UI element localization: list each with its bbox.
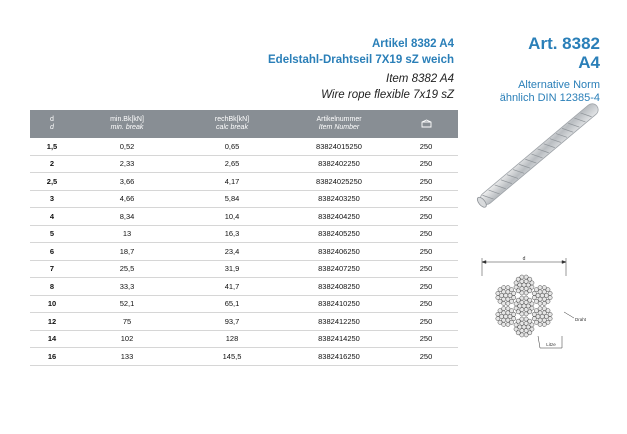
table-row xyxy=(30,295,458,313)
table-row xyxy=(30,208,458,226)
wire-circle xyxy=(502,290,506,294)
article-block xyxy=(472,34,600,105)
wire-rope-image xyxy=(470,100,605,212)
title-block xyxy=(240,36,454,103)
table-row xyxy=(30,313,458,331)
wire-circle xyxy=(524,291,528,295)
cell-package-qty: 250 xyxy=(394,348,458,366)
wire-circle xyxy=(542,318,546,322)
wire-circle xyxy=(524,329,528,333)
wire-circle xyxy=(538,306,542,310)
cell-package-qty: 250 xyxy=(394,260,458,278)
header-calc-break-sub: calc break xyxy=(216,124,248,131)
cell-min-break: 102 xyxy=(74,330,180,348)
cell-item-number: 8382412250 xyxy=(284,313,394,331)
wire-circle xyxy=(520,300,524,304)
wire-circle xyxy=(520,317,524,321)
table-row xyxy=(30,243,458,261)
wire-circle xyxy=(514,285,518,289)
cell-min-break: 8,34 xyxy=(74,208,180,226)
header-diameter xyxy=(30,110,74,138)
cell-item-number: 8382402250 xyxy=(284,155,394,173)
cell-calc-break: 2,65 xyxy=(180,155,284,173)
title-de-description: Edelstahl-Drahtseil 7X19 sZ weich xyxy=(268,54,454,66)
cell-min-break: 33,3 xyxy=(74,278,180,296)
cell-calc-break: 41,7 xyxy=(180,278,284,296)
cell-diameter: 10 xyxy=(30,295,74,313)
wire-circle xyxy=(502,311,506,315)
cell-diameter: 14 xyxy=(30,330,74,348)
spec-table xyxy=(30,110,458,366)
cell-diameter: 3 xyxy=(30,190,74,208)
table-row xyxy=(30,155,458,173)
title-en-item: Item 8382 A4 xyxy=(386,73,454,85)
cell-package-qty: 250 xyxy=(394,190,458,208)
wire-label: Draht xyxy=(575,317,587,322)
cell-package-qty: 250 xyxy=(394,330,458,348)
cell-item-number: 83824025250 xyxy=(284,173,394,191)
cell-calc-break: 16,3 xyxy=(180,225,284,243)
cell-item-number: 8382404250 xyxy=(284,208,394,226)
article-material: A4 xyxy=(578,53,600,72)
wire-circle xyxy=(530,302,534,306)
cell-package-qty: 250 xyxy=(394,295,458,313)
cell-min-break: 4,66 xyxy=(74,190,180,208)
header-package xyxy=(394,110,458,138)
cell-package-qty: 250 xyxy=(394,208,458,226)
cell-item-number: 8382403250 xyxy=(284,190,394,208)
cell-item-number: 8382408250 xyxy=(284,278,394,296)
cell-item-number: 8382414250 xyxy=(284,330,394,348)
dimension-label: d xyxy=(522,256,526,262)
table-row xyxy=(30,190,458,208)
wire-circle xyxy=(542,297,546,301)
wire-circle xyxy=(502,306,506,310)
wire-circle xyxy=(506,311,510,315)
cell-min-break: 0,52 xyxy=(74,138,180,155)
cell-calc-break: 128 xyxy=(180,330,284,348)
header-min-break xyxy=(74,110,180,138)
cell-diameter: 7 xyxy=(30,260,74,278)
wire-circle xyxy=(514,306,518,310)
article-number: Art. 8382 xyxy=(528,34,600,53)
cell-min-break: 13 xyxy=(74,225,180,243)
header-item-number-main: Artikelnummer xyxy=(316,116,362,123)
cell-package-qty: 250 xyxy=(394,155,458,173)
header-calc-break xyxy=(180,110,284,138)
cell-min-break: 18,7 xyxy=(74,243,180,261)
cell-min-break: 75 xyxy=(74,313,180,331)
cell-diameter: 2 xyxy=(30,155,74,173)
cross-section-drawing xyxy=(478,250,593,355)
wire-circle xyxy=(524,321,528,325)
header-diameter-sub: d xyxy=(50,124,54,131)
header-item-number-sub: Item Number xyxy=(318,124,360,131)
table-header-row xyxy=(30,110,458,138)
wire-circle xyxy=(506,322,510,326)
wire-circle xyxy=(530,281,534,285)
cell-calc-break: 31,9 xyxy=(180,260,284,278)
wire-circle xyxy=(524,287,528,291)
wire-circle xyxy=(524,300,528,304)
table-row xyxy=(30,138,458,155)
table-row xyxy=(30,260,458,278)
cell-package-qty: 250 xyxy=(394,225,458,243)
cell-min-break: 3,66 xyxy=(74,173,180,191)
wire-circle xyxy=(496,296,500,300)
title-de-item: Artikel 8382 A4 xyxy=(371,38,454,50)
wire-circle xyxy=(524,308,528,312)
cell-package-qty: 250 xyxy=(394,173,458,191)
wire-circle xyxy=(506,297,510,301)
wire-circle xyxy=(538,285,542,289)
header-min-break-main: min.Bk[kN] xyxy=(110,116,144,123)
wire-circle xyxy=(496,317,500,321)
cell-calc-break: 65,1 xyxy=(180,295,284,313)
table-row xyxy=(30,348,458,366)
wire-circle xyxy=(520,296,524,300)
wire-circle xyxy=(538,311,542,315)
wire-circle xyxy=(532,296,536,300)
cell-diameter: 2,5 xyxy=(30,173,74,191)
cell-calc-break: 145,5 xyxy=(180,348,284,366)
alternative-norm-value: ähnlich DIN 12385-4 xyxy=(499,92,600,104)
table-row xyxy=(30,278,458,296)
spec-table-body xyxy=(30,138,458,365)
table-row xyxy=(30,173,458,191)
wire-circle xyxy=(530,323,534,327)
header-calc-break-main: rechBk[kN] xyxy=(214,116,250,123)
wire-circle xyxy=(548,312,552,316)
wire-circle xyxy=(506,301,510,305)
table-row xyxy=(30,330,458,348)
header-item-number xyxy=(284,110,394,138)
cell-calc-break: 0,65 xyxy=(180,138,284,155)
alternative-norm-label: Alternative Norm xyxy=(518,79,600,91)
strand-label: Litze xyxy=(546,342,556,347)
cell-calc-break: 23,4 xyxy=(180,243,284,261)
wire-circle xyxy=(520,279,524,283)
cell-item-number: 8382410250 xyxy=(284,295,394,313)
wire-circle xyxy=(524,279,528,283)
cell-calc-break: 93,7 xyxy=(180,313,284,331)
cell-diameter: 6 xyxy=(30,243,74,261)
cell-min-break: 25,5 xyxy=(74,260,180,278)
package-icon xyxy=(421,119,432,128)
wire-circle xyxy=(542,290,546,294)
wire-circle xyxy=(542,311,546,315)
cell-calc-break: 5,84 xyxy=(180,190,284,208)
cell-min-break: 2,33 xyxy=(74,155,180,173)
wire-circle xyxy=(524,312,528,316)
wire-circle xyxy=(512,312,516,316)
cell-package-qty: 250 xyxy=(394,278,458,296)
cell-diameter: 16 xyxy=(30,348,74,366)
cell-package-qty: 250 xyxy=(394,138,458,155)
wire-circle xyxy=(506,290,510,294)
cell-package-qty: 250 xyxy=(394,243,458,261)
cell-calc-break: 10,4 xyxy=(180,208,284,226)
cell-min-break: 133 xyxy=(74,348,180,366)
wire-circle xyxy=(520,321,524,325)
header-min-break-sub: min. break xyxy=(110,124,144,131)
wire-circle xyxy=(512,291,516,295)
cell-calc-break: 4,17 xyxy=(180,173,284,191)
cell-item-number: 8382407250 xyxy=(284,260,394,278)
wire-circle xyxy=(514,327,518,331)
cell-item-number: 8382405250 xyxy=(284,225,394,243)
cell-diameter: 8 xyxy=(30,278,74,296)
wire-circle xyxy=(548,291,552,295)
cell-diameter: 1,5 xyxy=(30,138,74,155)
cell-diameter: 4 xyxy=(30,208,74,226)
wire-circle xyxy=(524,333,528,337)
wire-circle xyxy=(520,275,524,279)
cell-min-break: 52,1 xyxy=(74,295,180,313)
header-diameter-main: d xyxy=(50,116,54,123)
cell-item-number: 8382416250 xyxy=(284,348,394,366)
wire-circle xyxy=(542,322,546,326)
wire-circle xyxy=(506,318,510,322)
cell-diameter: 12 xyxy=(30,313,74,331)
wire-circle xyxy=(502,285,506,289)
cell-package-qty: 250 xyxy=(394,313,458,331)
cell-item-number: 8382406250 xyxy=(284,243,394,261)
title-en-description: Wire rope flexible 7x19 sZ xyxy=(321,89,454,101)
cell-item-number: 83824015250 xyxy=(284,138,394,155)
wire-circle xyxy=(532,317,536,321)
wire-circle xyxy=(542,301,546,305)
cell-diameter: 5 xyxy=(30,225,74,243)
table-row xyxy=(30,225,458,243)
rope-strands xyxy=(496,275,552,337)
wire-circle xyxy=(538,290,542,294)
